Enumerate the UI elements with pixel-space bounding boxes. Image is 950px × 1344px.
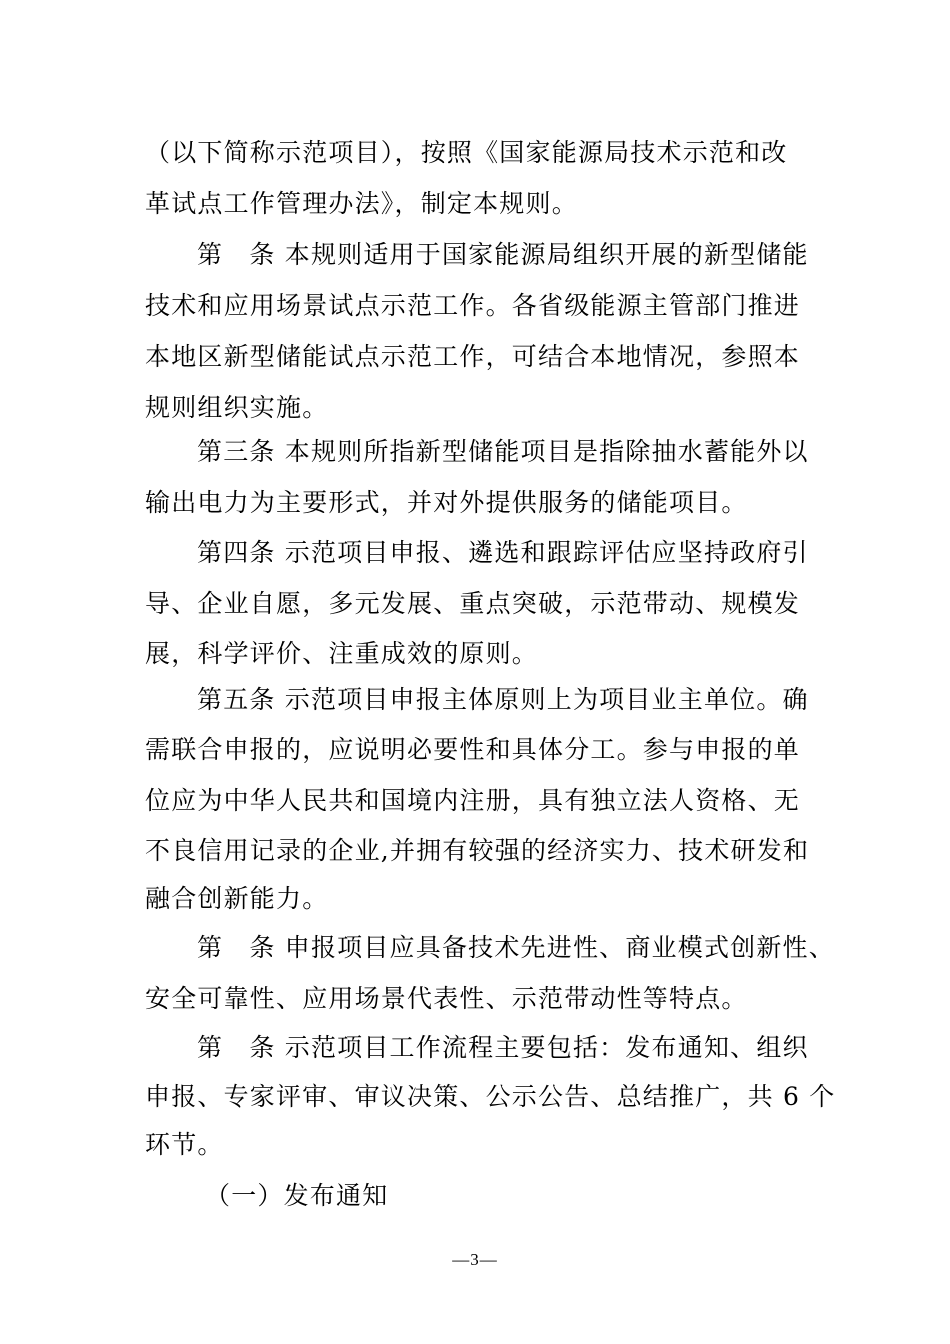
article-line: 第五条 示范项目申报主体原则上为项目业主单位。确 (197, 685, 809, 714)
article-line: 第 条 示范项目工作流程主要包括：发布通知、组织 (197, 1033, 809, 1062)
text-line: 需联合申报的，应说明必要性和具体分工。参与申报的单 (145, 735, 801, 764)
article-line: 第三条 本规则所指新型储能项目是指除抽水蓄能外以 (197, 437, 809, 466)
article-line: 第四条 示范项目申报、遴选和跟踪评估应坚持政府引 (197, 538, 809, 567)
text-line: 申报、专家评审、审议决策、公示公告、总结推广，共 6 个 (145, 1082, 836, 1111)
text-line: （以下简称示范项目），按照《国家能源局技术示范和改 (145, 138, 788, 167)
text-line: 安全可靠性、应用场景代表性、示范带动性等特点。 (145, 984, 748, 1013)
section-heading: （一）发布通知 (205, 1181, 389, 1210)
text-line: 革试点工作管理办法》，制定本规则。 (145, 189, 578, 218)
article-line: 第 条 本规则适用于国家能源局组织开展的新型储能 (197, 240, 809, 269)
text-line: 环节。 (145, 1130, 224, 1159)
text-line: 导、企业自愿，多元发展、重点突破，示范带动、规模发 (145, 589, 801, 618)
page-number: —3— (452, 1250, 498, 1269)
text-line: 输出电力为主要形式，并对外提供服务的储能项目。 (145, 488, 748, 517)
text-line: 技术和应用场景试点示范工作。各省级能源主管部门推进 (145, 291, 801, 320)
text-line: 不良信用记录的企业,并拥有较强的经济实力、技术研发和 (145, 836, 810, 865)
text-line: 展，科学评价、注重成效的原则。 (145, 639, 539, 668)
text-line: 位应为中华人民共和国境内注册，具有独立法人资格、无 (145, 786, 801, 815)
text-line: 规则组织实施。 (145, 393, 329, 422)
text-line: 本地区新型储能试点示范工作，可结合本地情况，参照本 (145, 342, 801, 371)
text-line: 融合创新能力。 (145, 884, 329, 913)
article-line: 第 条 申报项目应具备技术先进性、商业模式创新性、 (197, 933, 835, 962)
